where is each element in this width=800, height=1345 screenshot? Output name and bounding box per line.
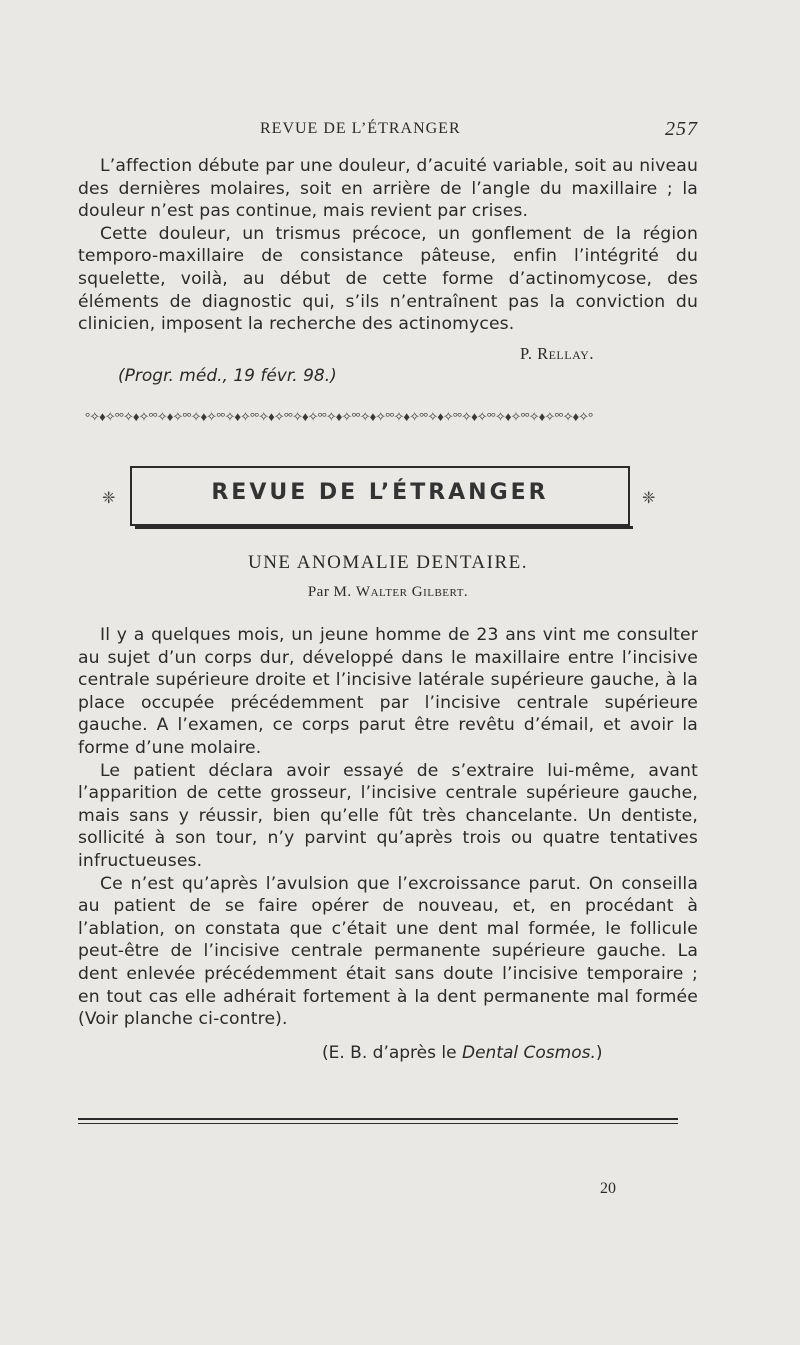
- source-prefix: (E. B. d’après le: [322, 1043, 457, 1063]
- ornament-right-icon: ❈: [642, 490, 656, 507]
- ornament-left-icon: ❈: [102, 490, 116, 507]
- bottom-rule: [78, 1118, 678, 1124]
- running-head: [78, 120, 698, 144]
- author-name: Walter Gilbert.: [355, 584, 469, 600]
- paragraph: Ce n’est qu’après l’avulsion que l’excroissance parut. On conseilla au patient de se faire opérer de nouveau, et, en procédant à l’ablation, on constata que c’était une dent mal formée, le follicule peut-être de l’incisive centrale permanente supérieure gauche. La dent enlevée précédemment était sans doute l’incisive temporaire ; en tout cas elle adhérait fortement à la dent permanente mal formée (Voir planche ci-contre).: [78, 873, 698, 1030]
- byline-prefix: Par M.: [307, 584, 352, 600]
- article-source: [322, 1043, 603, 1063]
- running-head-title: REVUE DE L’ÉTRANGER: [260, 120, 461, 137]
- paragraph: L’affection débute par une douleur, d’acuité variable, soit au niveau des dernières molaires, soit en arrière de l’angle du maxillaire ; la douleur n’est pas continue, mais revient par crises.: [78, 156, 698, 222]
- page-number: 257: [665, 118, 698, 140]
- previous-article-body: [78, 155, 698, 336]
- paragraph: Il y a quelques mois, un jeune homme de 23 ans vint me consulter au sujet d’un corps dur, développé dans le maxillaire entre l’incisive centrale supérieure droite et l’incisive latérale supérieure gauche, à la place occupée précédemment par l’incisive centrale supérieure gauche. A l’examen, ce corps parut être revêtu d’émail, et avoir la forme d’une molaire.: [78, 625, 698, 758]
- paragraph: Le patient déclara avoir essayé de s’extraire lui-même, avant l’apparition de cette grosseur, l’incisive centrale supérieure gauche, mais sans y réussir, bien qu’elle fût très chancelante. Un dentiste, sollicité à son tour, n’y parvint qu’après trois ou quatre tentatives infructueuses.: [78, 760, 698, 871]
- signature: P. Rellay.: [520, 344, 594, 363]
- article-body: [78, 624, 698, 1031]
- ornamental-rule: °✧♦✧°°✧♦✧°°✧♦✧°°✧♦✧°°✧♦✧°°✧♦✧°°✧♦✧°°✧♦✧°°✧♦✧°°✧♦✧°°✧♦✧°°✧♦✧°°✧♦✧°°✧♦✧°°✧♦✧°: [85, 409, 593, 424]
- paragraph: Cette douleur, un trismus précoce, un gonflement de la région temporo-maxillaire de consistance pâteuse, enfin l’intégrité du squelette, voilà, au début de cette forme d’actinomycose, des éléments de diagnostic qui, s’ils n’entraînent pas la conviction du clinicien, imposent la recherche des actinomyces.: [78, 223, 698, 335]
- article-title: UNE ANOMALIE DENTAIRE.: [247, 552, 529, 573]
- byline: [78, 584, 698, 601]
- source-suffix: ): [595, 1043, 603, 1063]
- section-banner: [130, 466, 630, 526]
- source-citation: (Progr. méd., 19 févr. 98.): [118, 366, 337, 386]
- banner-title: REVUE DE L’ÉTRANGER: [211, 480, 549, 505]
- source-journal: Dental Cosmos.: [461, 1043, 596, 1063]
- signature-mark: 20: [600, 1180, 616, 1197]
